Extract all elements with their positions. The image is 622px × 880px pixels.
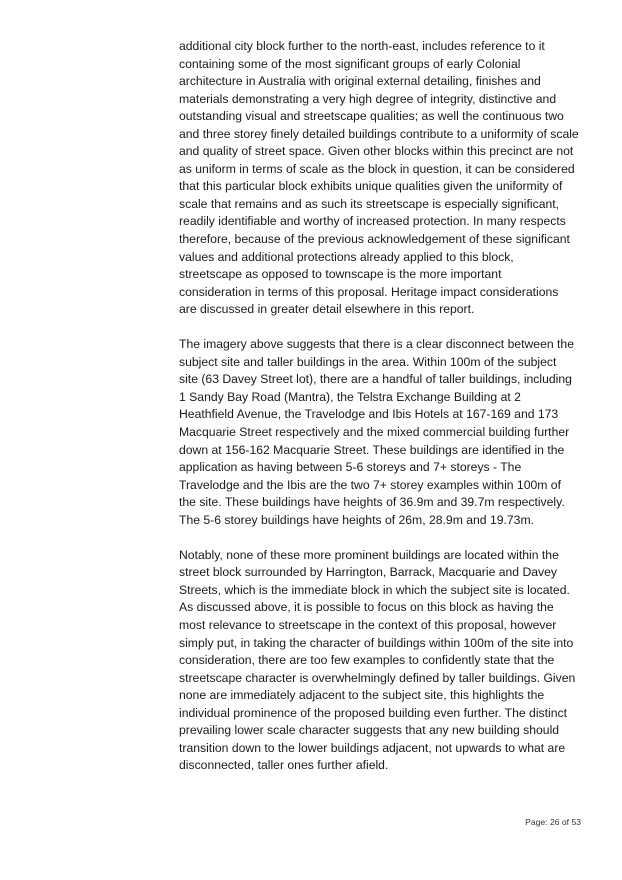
- paragraph-block-heritage: [179, 38, 589, 319]
- text-line: containing some of the most significant groups of early Colonial: [179, 56, 521, 71]
- text-line: Heathfield Avenue, the Travelodge and Ibis Hotels at 167-169 and 173: [179, 407, 559, 422]
- text-line: simply put, in taking the character of buildings within 100m of the site into: [179, 635, 574, 650]
- text-line: street block surrounded by Harrington, Barrack, Macquarie and Davey: [179, 565, 557, 580]
- text-line: most relevance to streetscape in the context of this proposal, however: [179, 617, 557, 632]
- text-line: The 5-6 storey buildings have heights of 26m, 28.9m and 19.73m.: [179, 512, 535, 527]
- text-line: that this particular block exhibits unique qualities given the uniformity of: [179, 179, 563, 194]
- paragraph-taller-buildings: [179, 336, 589, 529]
- text-line: architecture in Australia with original external detailing, finishes and: [179, 74, 541, 89]
- text-line: The imagery above suggests that there is a clear disconnect between the: [179, 337, 574, 352]
- text-line: Macquarie Street respectively and the mixed commercial building further: [179, 424, 570, 439]
- text-line: and three storey finely detailed buildings contribute to a uniformity of scale: [179, 126, 579, 141]
- text-line: down at 156-162 Macquarie Street. These buildings are identified in the: [179, 442, 565, 457]
- text-line: subject site and taller buildings in the area. Within 100m of the subject: [179, 354, 557, 369]
- text-line: outstanding visual and streetscape qualities; as well the continuous two: [179, 109, 564, 124]
- text-line: as uniform in terms of scale as the block in question, it can be considered: [179, 161, 575, 176]
- text-line: application as having between 5-6 storeys and 7+ storeys - The: [179, 460, 522, 475]
- text-line: Travelodge and the Ibis are the two 7+ storey examples within 100m of: [179, 477, 561, 492]
- text-line: additional city block further to the north-east, includes reference to it: [179, 39, 545, 53]
- text-line: scale that remains and as such its streetscape is especially significant,: [179, 196, 560, 211]
- text-line: disconnected, taller ones further afield.: [179, 758, 389, 773]
- text-line: 1 Sandy Bay Road (Mantra), the Telstra Exchange Building at 2: [179, 389, 521, 404]
- text-line: the site. These buildings have heights of 36.9m and 39.7m respectively.: [179, 495, 565, 510]
- text-line: values and additional protections already applied to this block,: [179, 249, 514, 264]
- text-line: are discussed in greater detail elsewhere in this report.: [179, 302, 475, 317]
- paragraph-streetscape-character: [179, 547, 589, 775]
- page-number: Page: 26 of 53: [525, 817, 581, 827]
- text-line: transition down to the lower buildings adjacent, not upwards to what are: [179, 740, 566, 755]
- text-line: As discussed above, it is possible to focus on this block as having the: [179, 600, 554, 615]
- text-line: Notably, none of these more prominent buildings are located within the: [179, 547, 559, 562]
- text-line: prevailing lower scale character suggests that any new building should: [179, 723, 560, 738]
- text-line: consideration, there are too few examples to confidently state that the: [179, 653, 555, 668]
- text-line: consideration in terms of this proposal. Heritage impact considerations: [179, 284, 559, 299]
- text-line: streetscape as opposed to townscape is the more important: [179, 267, 502, 282]
- text-line: and quality of street space. Given other blocks within this precinct are not: [179, 144, 574, 159]
- text-line: streetscape character is overwhelmingly defined by taller buildings. Given: [179, 670, 576, 685]
- text-line: readily identifiable and worthy of increased protection. In many respects: [179, 214, 566, 229]
- body-text: [179, 38, 589, 792]
- text-line: none are immediately adjacent to the subject site, this highlights the: [179, 688, 545, 703]
- text-line: materials demonstrating a very high degree of integrity, distinctive and: [179, 91, 557, 106]
- text-line: individual prominence of the proposed building even further. The distinct: [179, 705, 567, 720]
- text-line: Streets, which is the immediate block in which the subject site is located.: [179, 582, 570, 597]
- text-line: site (63 Davey Street lot), there are a handful of taller buildings, including: [179, 372, 572, 387]
- text-line: therefore, because of the previous acknowledgement of these significant: [179, 232, 570, 247]
